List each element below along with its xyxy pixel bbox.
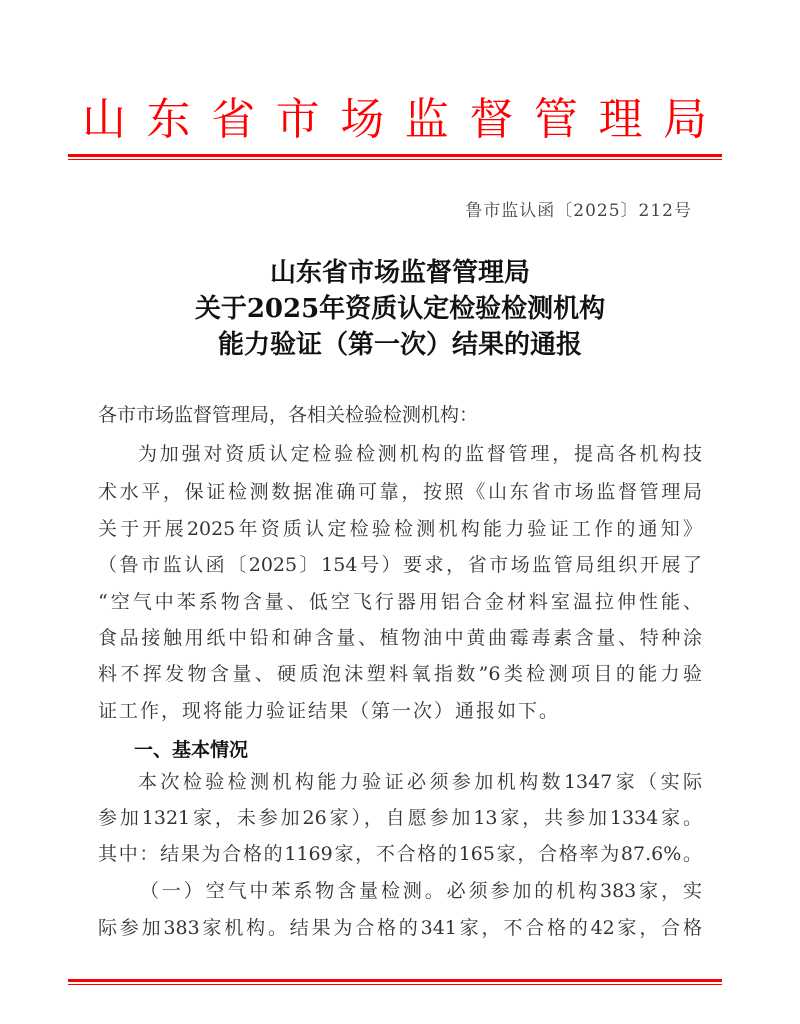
footer-red-rule [68, 979, 722, 985]
agency-masthead: 山东省市场监督管理局 [82, 94, 707, 145]
body-line: 其中：结果为合格的1169家，不合格的165家，合格率为87.6%。 [98, 843, 702, 865]
header-red-rule [68, 154, 722, 160]
body-line: （鲁市监认函〔2025〕154号）要求，省市场监管局组织开展了 [98, 554, 702, 576]
body-line: 际参加383家机构。结果为合格的341家，不合格的42家，合格 [98, 917, 702, 939]
body-line: （一）空气中苯系物含量检测。必须参加的机构383家，实 [140, 880, 702, 902]
body-line: 参加1321家，未参加26家），自愿参加13家，共参加1334家。 [98, 807, 702, 829]
body-line: 关于开展2025年资质认定检验检测机构能力验证工作的通知》 [98, 518, 702, 540]
body-line: 食品接触用纸中铅和砷含量、植物油中黄曲霉毒素含量、特种涂 [98, 627, 702, 649]
body-line: “空气中苯系物含量、低空飞行器用铝合金材料室温拉伸性能、 [98, 591, 702, 613]
body-line: 本次检验检测机构能力验证必须参加机构数1347家（实际 [138, 771, 702, 793]
document-number: 鲁市监认函〔2025〕212号 [465, 201, 692, 221]
body-line: 证工作，现将能力验证结果（第一次）通报如下。 [98, 700, 561, 722]
section-heading: 一、基本情况 [134, 739, 249, 761]
title-line-1: 山东省市场监督管理局 [269, 258, 530, 288]
body-line: 为加强对资质认定检验检测机构的监督管理，提高各机构技 [138, 443, 702, 465]
title-line-3: 能力验证（第一次）结果的通报 [217, 330, 582, 360]
salutation: 各市市场监督管理局，各相关检验检测机构： [98, 404, 479, 426]
body-line: 料不挥发物含量、硬质泡沫塑料氧指数”6类检测项目的能力验 [98, 663, 702, 685]
body-line: 术水平，保证检测数据准确可靠，按照《山东省市场监督管理局 [98, 481, 702, 503]
title-line-2: 关于2025年资质认定检验检测机构 [194, 294, 606, 324]
